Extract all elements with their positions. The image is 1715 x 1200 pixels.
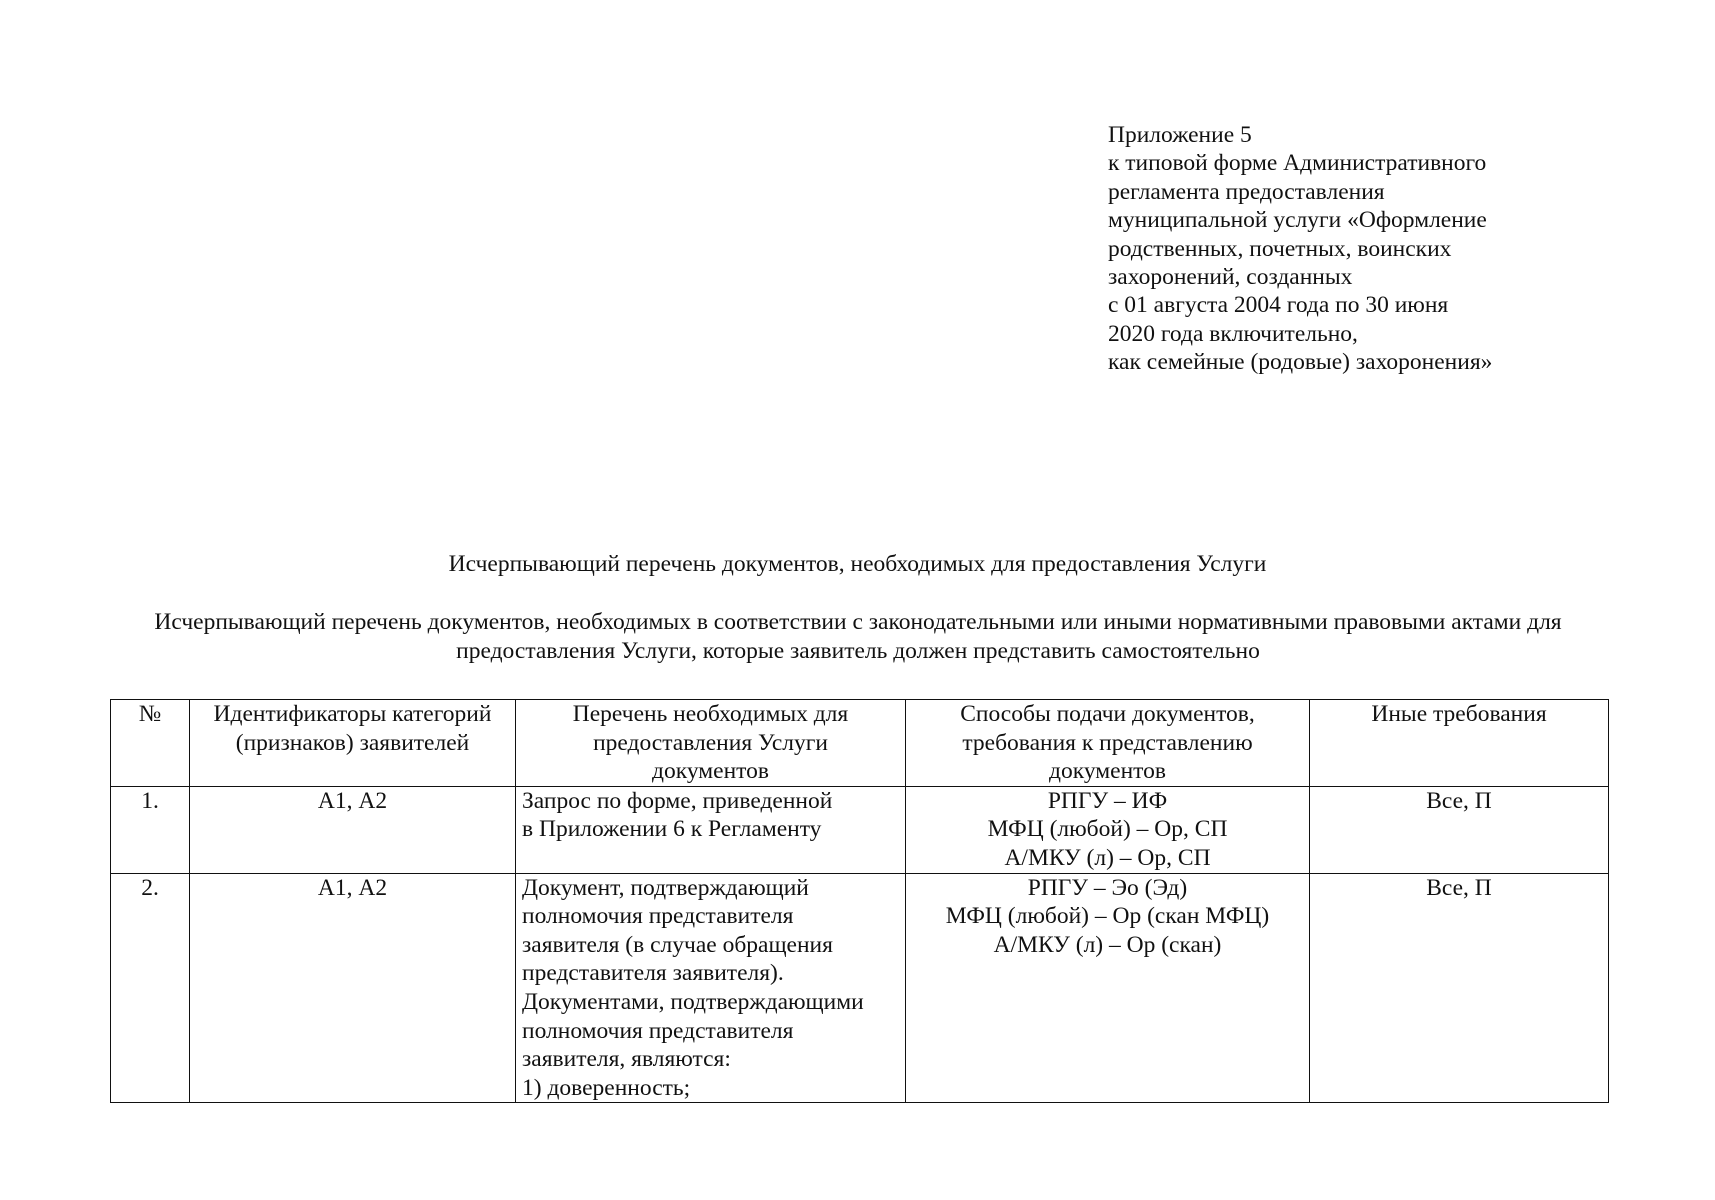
document-title: Исчерпывающий перечень документов, необходимых для предоставления Услуги bbox=[448, 551, 1267, 577]
cell-documents-line: заявителя (в случае обращения bbox=[522, 931, 833, 958]
appendix-line: родственных, почетных, воинских bbox=[1108, 235, 1452, 262]
appendix-line: захоронений, созданных bbox=[1108, 264, 1353, 291]
header-methods bbox=[906, 700, 1310, 787]
table-row bbox=[111, 786, 1609, 873]
header-methods-line: Способы подачи документов, bbox=[960, 701, 1255, 727]
table-row bbox=[111, 873, 1609, 1103]
header-num bbox=[111, 700, 190, 787]
header-methods-line: документов bbox=[1049, 758, 1166, 785]
cell-methods bbox=[906, 873, 1310, 1103]
cell-methods-line: МФЦ (любой) – Ор, СП bbox=[987, 816, 1228, 843]
cell-documents-line: полномочия представителя bbox=[522, 1017, 794, 1044]
appendix-line: 2020 года включительно, bbox=[1108, 320, 1358, 347]
document-subtitle bbox=[108, 608, 1608, 666]
appendix-line: с 01 августа 2004 года по 30 июня bbox=[1108, 292, 1449, 319]
cell-documents-line: Документами, подтверждающими bbox=[522, 988, 864, 1015]
header-categories-line: (признаков) заявителей bbox=[235, 729, 470, 756]
subtitle-line: Исчерпывающий перечень документов, необходимых в соответствии с законодательными или иными нормативными правовыми актами для bbox=[154, 609, 1562, 635]
cell-other: Все, П bbox=[1310, 873, 1609, 1103]
appendix-line: муниципальной услуги «Оформление bbox=[1108, 207, 1487, 234]
cell-documents-line: Запрос по форме, приведенной bbox=[522, 787, 833, 814]
cell-documents-line: Документ, подтверждающий bbox=[522, 874, 809, 901]
cell-methods bbox=[906, 786, 1310, 873]
cell-categories: А1, А2 bbox=[190, 786, 516, 873]
appendix-line: к типовой форме Административного bbox=[1108, 150, 1487, 177]
cell-documents-line: полномочия представителя bbox=[522, 903, 794, 930]
cell-methods-line: РПГУ – ИФ bbox=[1047, 787, 1168, 814]
cell-documents bbox=[516, 786, 906, 873]
header-categories bbox=[190, 700, 516, 787]
cell-other: Все, П bbox=[1310, 786, 1609, 873]
header-methods-line: требования к представлению bbox=[962, 729, 1253, 756]
appendix-line: регламента предоставления bbox=[1108, 178, 1385, 205]
subtitle-line: предоставления Услуги, которые заявитель должен представить самостоятельно bbox=[456, 638, 1260, 664]
appendix-note bbox=[1108, 121, 1668, 377]
header-num-text: № bbox=[138, 701, 162, 727]
cell-documents-line: в Приложении 6 к Регламенту bbox=[522, 816, 822, 843]
cell-methods-line: РПГУ – Эо (Эд) bbox=[1027, 874, 1188, 901]
cell-documents-line: заявителя, являются: bbox=[522, 1046, 731, 1073]
cell-methods-line: А/МКУ (л) – Ор (скан) bbox=[993, 931, 1222, 958]
header-documents-line: предоставления Услуги bbox=[593, 729, 828, 756]
documents-table bbox=[110, 699, 1609, 1103]
cell-categories: А1, А2 bbox=[190, 873, 516, 1103]
cell-num: 1. bbox=[111, 786, 190, 873]
header-documents bbox=[516, 700, 906, 787]
table-header-row bbox=[111, 700, 1609, 787]
header-documents-line: Перечень необходимых для bbox=[572, 701, 849, 727]
header-documents-line: документов bbox=[652, 758, 769, 785]
cell-documents-line: представителя заявителя). bbox=[522, 960, 784, 987]
header-other bbox=[1310, 700, 1609, 787]
header-other-text: Иные требования bbox=[1371, 701, 1547, 727]
appendix-line: Приложение 5 bbox=[1108, 122, 1252, 148]
cell-documents-line: 1) доверенность; bbox=[522, 1074, 691, 1101]
appendix-line: как семейные (родовые) захоронения» bbox=[1108, 349, 1493, 376]
cell-methods-line: МФЦ (любой) – Ор (скан МФЦ) bbox=[945, 903, 1270, 930]
cell-num: 2. bbox=[111, 873, 190, 1103]
header-categories-line: Идентификаторы категорий bbox=[213, 701, 492, 727]
cell-documents bbox=[516, 873, 906, 1103]
cell-methods-line: А/МКУ (л) – Ор, СП bbox=[1004, 844, 1211, 871]
